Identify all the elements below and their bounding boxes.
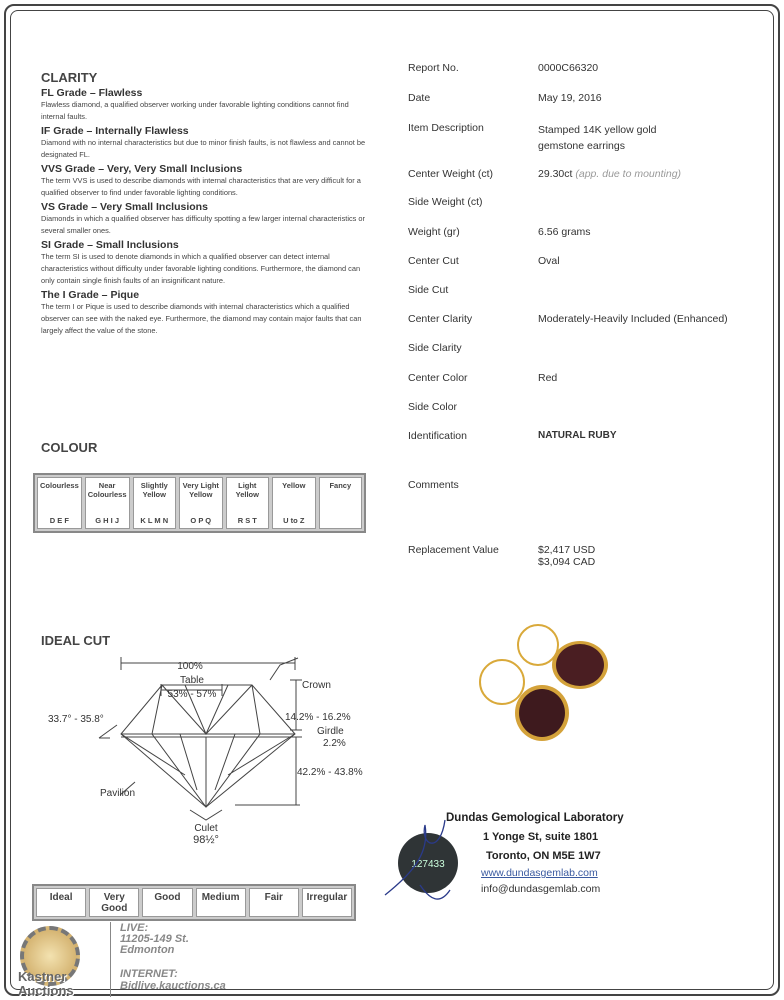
colour-cell-grades: K L M N xyxy=(140,516,169,525)
cut-grade-label: Very Good xyxy=(101,892,128,914)
lab-name: Dundas Gemological Laboratory xyxy=(446,812,624,824)
report-label: Comments xyxy=(408,479,459,491)
report-value-text: Stamped 14K yellow gold gemstone earrings xyxy=(538,124,657,152)
lab-address1: 1 Yonge St, suite 1801 xyxy=(483,831,599,843)
colour-cell-grades: D E F xyxy=(49,516,69,525)
colour-cell-name: Slightly Yellow xyxy=(140,481,168,499)
report-value-note: (app. due to mounting) xyxy=(575,168,682,180)
colour-scale-table xyxy=(33,473,366,533)
report-value-text: NATURAL RUBY xyxy=(538,430,617,441)
clarity-grade-name: VVS Grade – Very, Very Small Inclusions xyxy=(41,163,243,175)
colour-cell xyxy=(226,477,270,529)
diagram-table: 53% - 57% xyxy=(167,689,217,700)
colour-cell-name: Very Light Yellow xyxy=(182,481,219,499)
report-value xyxy=(538,122,688,154)
kastner-logo-text: Kastner Auctions xyxy=(18,969,74,998)
cut-grade-table xyxy=(32,884,356,921)
report-value-text: 6.56 grams xyxy=(538,226,591,238)
cut-grade-cell xyxy=(142,888,192,917)
cut-grade-label: Irregular xyxy=(306,892,348,903)
live-label: LIVE: xyxy=(120,922,149,934)
diagram-culet: 98½° xyxy=(193,834,219,846)
diagram-girdle: 2.2% xyxy=(323,738,346,749)
lab-seal-signature xyxy=(380,815,475,915)
cut-grade-cell xyxy=(249,888,299,917)
report-value xyxy=(538,226,591,238)
report-value xyxy=(538,168,681,180)
colour-cell-name: Fancy xyxy=(329,481,352,490)
lab-address2: Toronto, ON M5E 1W7 xyxy=(486,850,601,862)
report-label: Side Cut xyxy=(408,284,449,296)
diagram-culet-label: Culet xyxy=(194,823,218,834)
diagram-table-label: Table xyxy=(180,675,204,686)
ideal-cut-title: IDEAL CUT xyxy=(41,633,111,648)
report-label: Side Color xyxy=(408,401,458,413)
cut-grade-cell xyxy=(302,888,352,917)
report-label: Item Description xyxy=(408,122,484,134)
live-address: 11205-149 St. xyxy=(120,933,189,945)
report-label: Center Weight (ct) xyxy=(408,168,493,180)
report-label: Side Clarity xyxy=(408,342,462,354)
report-value-text: 0000C66320 xyxy=(538,62,599,74)
diagram-crown: Crown xyxy=(302,680,331,691)
colour-cell-name: Near Colourless xyxy=(87,481,127,499)
clarity-grade-name: SI Grade – Small Inclusions xyxy=(41,239,179,251)
clarity-grade-desc: The term VVS is used to describe diamonds with internal characteristics that are very difficult for a qualified observer to find under favorable lighting conditions. xyxy=(41,176,361,197)
cut-grade-label: Ideal xyxy=(49,892,73,903)
report-label: Center Clarity xyxy=(408,313,473,325)
clarity-grade-desc: Diamonds in which a qualified observer has difficulty spotting a few larger internal characteristics or several smaller ones. xyxy=(41,214,365,235)
cut-grade-label: Good xyxy=(154,892,181,903)
colour-cell-grades: U to Z xyxy=(283,516,305,525)
clarity-grade-desc: The term I or Pique is used to describe diamonds with internal characteristics which a qualified observer can see with the naked eye. Furthermore, the diamond may contain major faults that can largely affect the value of the stone. xyxy=(41,302,362,335)
clarity-grade-name: IF Grade – Internally Flawless xyxy=(41,125,189,137)
report-value xyxy=(538,430,617,441)
clarity-grade-desc: Diamond with no internal characteristics but due to minor finish faults, is not flawless and cannot be designated FL. xyxy=(41,138,366,159)
cut-grade-cell xyxy=(89,888,139,917)
report-label: Side Weight (ct) xyxy=(408,196,483,208)
earrings-photo xyxy=(470,620,620,745)
colour-cell xyxy=(85,477,130,529)
colour-cell-name: Colourless xyxy=(40,481,79,490)
report-value-text: Red xyxy=(538,372,558,384)
report-label: Center Cut xyxy=(408,255,459,267)
diagram-angle: 33.7° - 35.8° xyxy=(48,714,104,725)
seal-number: 127433 xyxy=(411,859,445,870)
cut-grade-cell xyxy=(36,888,86,917)
report-value xyxy=(538,544,595,568)
diagram-girdle-label: Girdle xyxy=(317,726,344,737)
colour-cell xyxy=(133,477,177,529)
clarity-section xyxy=(41,70,366,337)
cut-grade-cell xyxy=(196,888,246,917)
clarity-grade-desc: The term SI is used to denote diamonds in which a qualified observer can detect internal characteristics without difficulty under favorable lighting conditions. Furthermore, the diamond can only contain single finish faults of an insignificant nature. xyxy=(41,252,361,285)
colour-cell xyxy=(179,477,223,529)
report-label: Date xyxy=(408,92,431,104)
cut-grade-label: Medium xyxy=(201,892,240,903)
report-label: Report No. xyxy=(408,62,459,74)
report-label: Identification xyxy=(408,430,467,442)
diagram-crown-height: 14.2% - 16.2% xyxy=(285,712,351,723)
report-value-text: Moderately-Heavily Included (Enhanced) xyxy=(538,313,728,325)
clarity-grade-name: The I Grade – Pique xyxy=(41,289,140,301)
report-label: Center Color xyxy=(408,372,468,384)
kastner-watermark xyxy=(8,922,368,997)
report-value xyxy=(538,313,728,325)
report-value-text: $2,417 USD xyxy=(538,544,596,556)
internet-url: Bidlive.kauctions.ca xyxy=(120,980,226,992)
colour-cell xyxy=(272,477,316,529)
diagram-pavilion: Pavilion xyxy=(100,788,136,799)
report-label: Weight (gr) xyxy=(408,226,460,238)
clarity-title: CLARITY xyxy=(41,70,98,85)
clarity-grade-desc: Flawless diamond, a qualified observer working under favorable lighting conditions cannot find internal faults. xyxy=(41,100,349,121)
report-value xyxy=(538,372,557,384)
colour-cell xyxy=(319,477,363,529)
report-value xyxy=(538,92,602,104)
colour-cell-grades: R S T xyxy=(237,516,257,525)
clarity-grade-name: FL Grade – Flawless xyxy=(41,87,143,99)
live-city: Edmonton xyxy=(120,944,175,956)
lab-website-link[interactable]: www.dundasgemlab.com xyxy=(481,867,598,879)
colour-title: COLOUR xyxy=(41,440,98,455)
diamond-cut-diagram xyxy=(40,650,370,850)
cut-grade-label: Fair xyxy=(264,892,283,903)
report-label: Replacement Value xyxy=(408,544,499,556)
colour-cell-name: Light Yellow xyxy=(235,481,259,499)
colour-cell-grades: G H I J xyxy=(95,516,120,525)
report-value xyxy=(538,255,560,267)
colour-cell-grades: O P Q xyxy=(190,516,212,525)
report-value-text: May 19, 2016 xyxy=(538,92,602,104)
report-value xyxy=(538,62,598,74)
report-value-text: 29.30ct xyxy=(538,168,573,180)
colour-cell xyxy=(37,477,82,529)
report-value-text: Oval xyxy=(538,255,560,267)
watermark-divider xyxy=(110,922,111,997)
lab-email: info@dundasgemlab.com xyxy=(481,883,601,895)
internet-label: INTERNET: xyxy=(120,968,178,980)
diagram-total: 100% xyxy=(177,661,203,672)
diagram-pavilion-depth: 42.2% - 43.8% xyxy=(297,767,363,778)
clarity-grade-name: VS Grade – Very Small Inclusions xyxy=(41,201,208,213)
report-value-text-2: $3,094 CAD xyxy=(538,556,596,568)
colour-cell-name: Yellow xyxy=(282,481,306,490)
